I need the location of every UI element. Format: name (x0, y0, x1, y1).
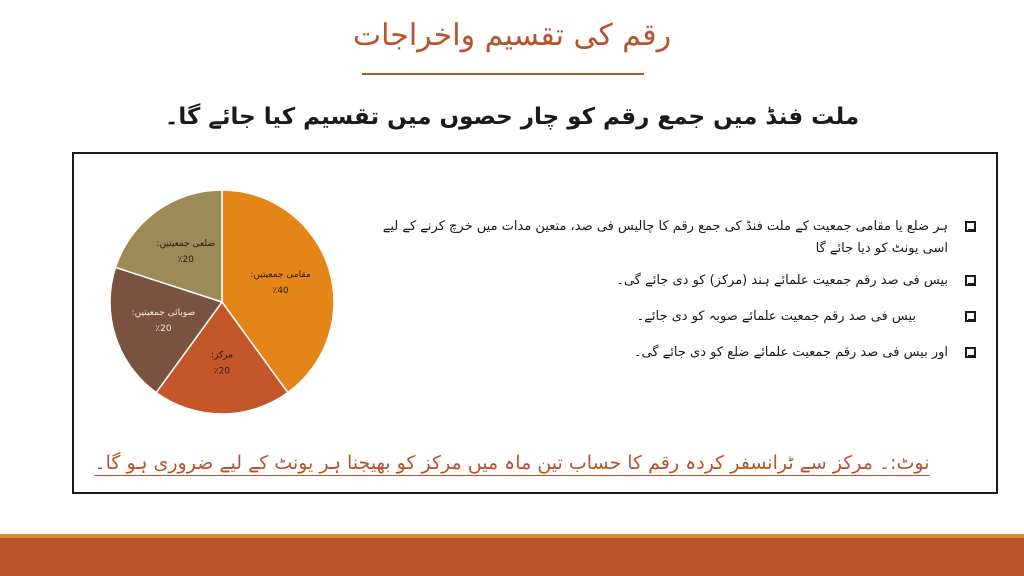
pie-value-label: ٪20 (155, 324, 172, 335)
pie-value-label: ٪40 (272, 285, 289, 296)
checkbox-icon (965, 311, 976, 322)
bullet-item (360, 216, 980, 260)
footnote-text: نوٹ:۔ مرکز سے ٹرانسفر کردہ رقم کا حساب تین ماہ میں مرکز کو بھیجنا ہر یونٹ کے لیے ضروری ہو گا۔ (94, 452, 930, 474)
page-subtitle: ملت فنڈ میں جمع رقم کو چار حصوں میں تقسیم کیا جائے گا۔ (164, 104, 860, 130)
bullet-item (360, 342, 980, 364)
pie-category-label: ضلعی جمعیتیں: (156, 239, 216, 250)
pie-chart (108, 182, 340, 422)
bullet-text: بیس فی صد رقم جمعیت علمائے ہند (مرکز) کو دی جائے گی۔ (616, 273, 948, 288)
bullet-text: بیس فی صد رقم جمعیت علمائے صوبہ کو دی جائے۔ (636, 309, 916, 324)
bullet-item (360, 270, 980, 292)
page-title: رقم کی تقسیم واخراجات (352, 18, 672, 53)
bullet-text: ہر ضلع یا مقامی جمعیت کے ملت فنڈ کی جمع رقم کا چالیس فی صد، متعین مدات میں خرچ کرنے کے لیے اسی یونٹ کو دیا جائے گا (382, 219, 948, 256)
pie-value-label: ٪20 (177, 255, 194, 266)
pie-category-label: مقامی جمعیتیں: (250, 269, 311, 280)
checkbox-icon (965, 275, 976, 286)
bullet-item (360, 306, 980, 328)
pie-category-label: مرکز: (210, 350, 234, 361)
bullet-list (360, 216, 980, 378)
footer-bar (0, 538, 1024, 576)
checkbox-icon (965, 347, 976, 358)
bullet-text: اور بیس فی صد رقم جمعیت علمائے ضلع کو دی جائے گی۔ (633, 345, 948, 360)
pie-category-label: صوبائی جمعیتیں: (131, 308, 196, 319)
checkbox-icon (965, 221, 976, 232)
footnote (0, 452, 1024, 474)
pie-value-label: ٪20 (213, 366, 231, 377)
title-underline (362, 73, 644, 75)
